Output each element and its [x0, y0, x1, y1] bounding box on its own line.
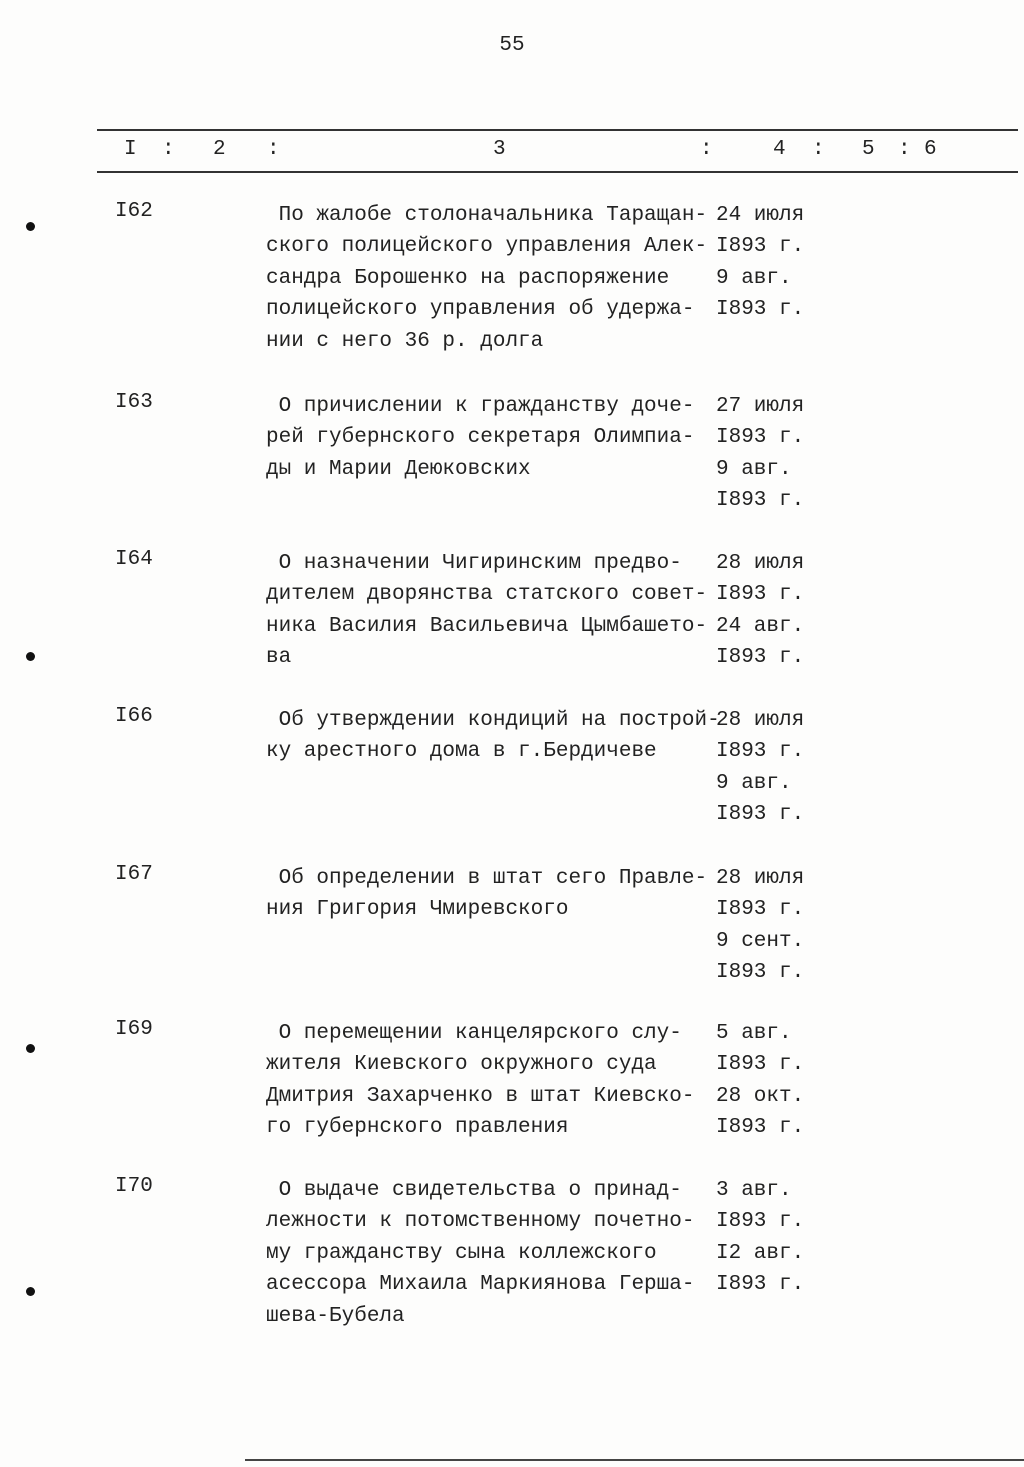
description-line: О перемещении канцелярского слу- — [266, 1022, 682, 1045]
date-line: I893 г. — [716, 803, 805, 827]
date-line: I893 г. — [716, 1210, 805, 1234]
entry-description — [266, 200, 707, 357]
date-line: I893 г. — [716, 235, 805, 259]
description-line: лежности к потомственному почетно- — [266, 1210, 695, 1234]
entry-dates — [716, 200, 804, 326]
description-line: рей губернского секретаря Олимпиа- — [266, 426, 695, 450]
date-line: 9 авг. — [716, 771, 792, 795]
header-sep: : — [162, 138, 175, 161]
description-line: асессора Михаила Маркиянова Герша- — [266, 1273, 695, 1297]
description-line: О причислении к гражданству доче- — [266, 395, 695, 418]
entry-dates — [716, 1175, 804, 1301]
header-col-4: 4 — [773, 138, 786, 161]
date-line: I893 г. — [716, 740, 805, 764]
header-bottom-rule — [97, 171, 1018, 173]
description-line: полицейского управления об удержа- — [266, 298, 695, 322]
date-line: 24 авг. — [716, 614, 805, 638]
description-line: дителем дворянства статского совет- — [266, 583, 708, 607]
entry-number: I69 — [115, 1018, 153, 1041]
entry-number: I62 — [115, 200, 153, 223]
entry-dates — [716, 863, 804, 989]
description-line: О назначении Чигиринским предво- — [266, 552, 682, 575]
punch-hole — [26, 652, 35, 661]
date-line: 28 июля — [716, 552, 805, 575]
punch-hole — [26, 222, 35, 231]
description-line: По жалобе столоначальника Таращан- — [266, 204, 708, 227]
entry-description — [266, 1018, 694, 1144]
date-line: I893 г. — [716, 298, 805, 322]
description-line: ва — [266, 646, 292, 670]
entry-number: I67 — [115, 863, 153, 886]
header-col-3: 3 — [493, 138, 506, 161]
entry-number: I63 — [115, 391, 153, 414]
date-line: I2 авг. — [716, 1241, 805, 1265]
entry-dates — [716, 548, 804, 674]
description-line: ку арестного дома в г.Бердичеве — [266, 740, 657, 764]
date-line: I893 г. — [716, 1053, 805, 1077]
punch-hole — [26, 1287, 35, 1296]
header-col-2: 2 — [213, 138, 226, 161]
bottom-rule — [245, 1459, 1024, 1461]
entry-description — [266, 548, 707, 674]
header-sep: : — [267, 138, 280, 161]
header-top-rule — [97, 129, 1018, 131]
date-line: 28 окт. — [716, 1084, 805, 1108]
description-line: Дмитрия Захарченко в штат Киевско- — [266, 1084, 695, 1108]
entry-number: I64 — [115, 548, 153, 571]
date-line: 28 июля — [716, 867, 805, 890]
date-line: I893 г. — [716, 646, 805, 670]
entry-description — [266, 391, 694, 485]
entry-description — [266, 863, 707, 926]
description-line: ния Григория Чмиревского — [266, 898, 569, 922]
date-line: I893 г. — [716, 583, 805, 607]
date-line: 9 авг. — [716, 266, 792, 290]
entry-number: I66 — [115, 705, 153, 728]
header-col-5: 5 — [862, 138, 875, 161]
description-line: сандра Борошенко на распоряжение — [266, 266, 670, 290]
description-line: ника Василия Васильевича Цымбашето- — [266, 614, 708, 638]
header-sep: : — [898, 138, 911, 161]
date-line: I893 г. — [716, 1116, 805, 1140]
description-line: го губернского правления — [266, 1116, 569, 1140]
date-line: I893 г. — [716, 426, 805, 450]
description-line: му гражданству сына коллежского — [266, 1241, 657, 1265]
description-line: ды и Марии Деюковских — [266, 457, 531, 481]
date-line: 28 июля — [716, 709, 805, 732]
date-line: 9 сент. — [716, 929, 805, 953]
description-line: Об определении в штат сего Правле- — [266, 867, 708, 890]
entry-dates — [716, 391, 804, 517]
description-line: шева-Бубела — [266, 1304, 405, 1328]
date-line: 9 авг. — [716, 457, 792, 481]
entry-description — [266, 705, 720, 768]
entry-dates — [716, 705, 804, 831]
entry-number: I70 — [115, 1175, 153, 1198]
date-line: 27 июля — [716, 395, 805, 418]
entry-dates — [716, 1018, 804, 1144]
description-line: Об утверждении кондиций на построй- — [266, 709, 720, 732]
description-line: нии с него 36 р. долга — [266, 329, 544, 353]
header-col-1: I — [124, 138, 137, 161]
date-line: I893 г. — [716, 1273, 805, 1297]
description-line: О выдаче свидетельства о принад- — [266, 1179, 682, 1202]
header-sep: : — [700, 138, 713, 161]
date-line: I893 г. — [716, 489, 805, 513]
description-line: жителя Киевского окружного суда — [266, 1053, 657, 1077]
description-line: ского полицейского управления Алек- — [266, 235, 708, 259]
punch-hole — [26, 1044, 35, 1053]
date-line: I893 г. — [716, 898, 805, 922]
date-line: 5 авг. — [716, 1022, 792, 1045]
date-line: 24 июля — [716, 204, 805, 227]
page-number: 55 — [499, 34, 525, 57]
header-col-6: 6 — [924, 138, 937, 161]
date-line: I893 г. — [716, 961, 805, 985]
entry-description — [266, 1175, 694, 1332]
date-line: 3 авг. — [716, 1179, 792, 1202]
header-sep: : — [812, 138, 825, 161]
